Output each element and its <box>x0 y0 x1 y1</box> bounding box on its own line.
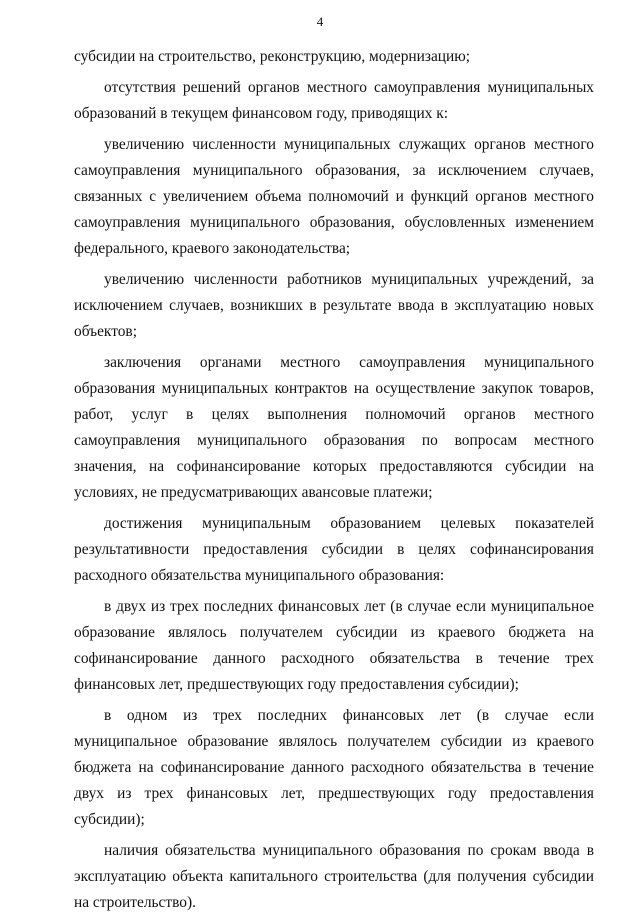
page-number: 4 <box>316 14 324 29</box>
paragraph: в одном из трех последних финансовых лет (в случае если муниципальное образование являлось получателем субсидии из краевого бюджета на софинансирование данного расходного обязательства в течение двух из трех финансовых лет, предшествующих году предоставления субсидии); <box>74 707 594 828</box>
paragraph: в двух из трех последних финансовых лет (в случае если муниципальное образование являлось получателем субсидии из краевого бюджета на софинансирование данного расходного обязательства в течение трех финансовых лет, предшествующих году предоставления субсидии); <box>74 598 594 693</box>
paragraph: наличия обязательства муниципального образования по срокам ввода в эксплуатацию объекта капитального строительства (для получения субсидии на строительство). <box>74 842 594 911</box>
paragraph: увеличению численности работников муниципальных учреждений, за исключением случаев, возникших в результате ввода в эксплуатацию новых объектов; <box>74 271 594 340</box>
paragraph: субсидии на строительство, реконструкцию, модернизацию; <box>74 48 471 65</box>
paragraph: достижения муниципальным образованием целевых показателей результативности предоставления субсидии в целях софинансирования расходного обязательства муниципального образования: <box>74 515 594 584</box>
document-body <box>74 44 594 916</box>
paragraph: заключения органами местного самоуправления муниципального образования муниципальных контрактов на осуществление закупок товаров, работ, услуг в целях выполнения полномочий органов местного самоуправления муниципального образования по вопросам местного значения, на софинансирование которых предоставляются субсидии на условиях, не предусматривающих авансовые платежи; <box>74 354 594 501</box>
paragraph: отсутствия решений органов местного самоуправления муниципальных образований в текущем финансовом году, приводящих к: <box>74 79 594 122</box>
paragraph: увеличению численности муниципальных служащих органов местного самоуправления муниципального образования, за исключением случаев, связанных с увеличением объема полномочий и функций органов местного самоуправления муниципального образования, обусловленных изменением федерального, краевого законодательства; <box>74 136 594 257</box>
